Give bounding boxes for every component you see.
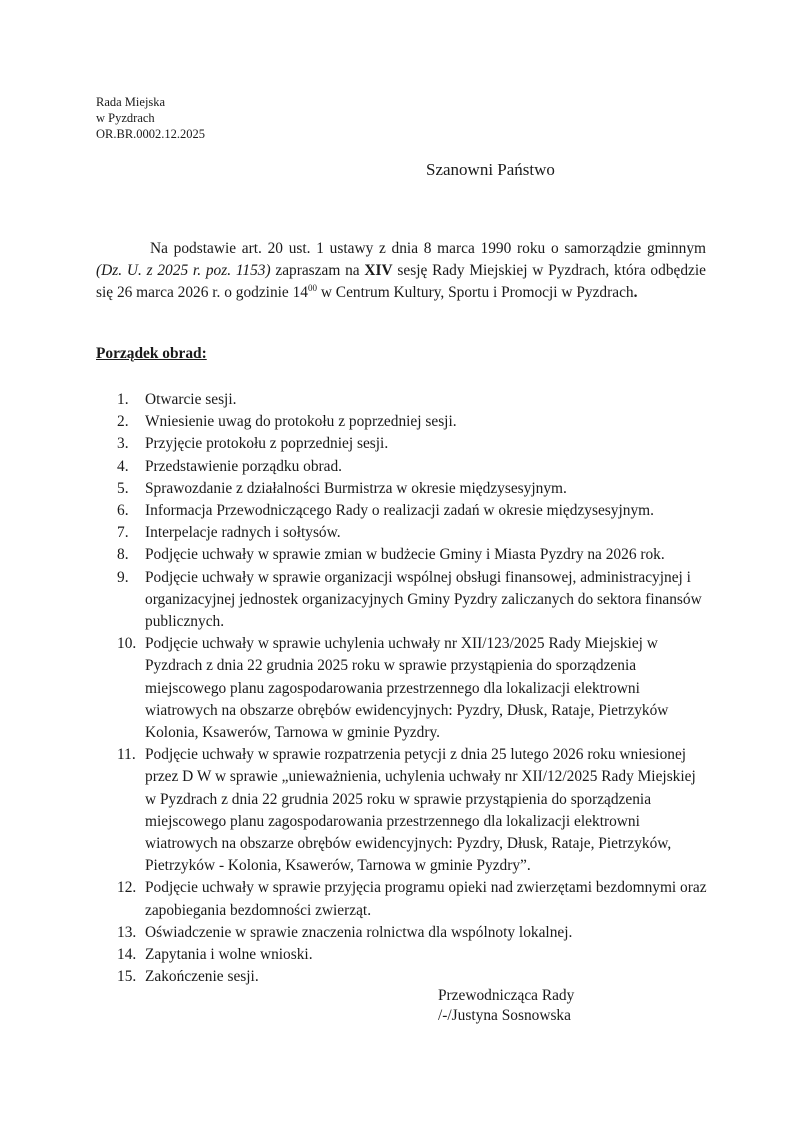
agenda-item — [96, 567, 708, 634]
sender-location: w Pyzdrach — [96, 111, 155, 125]
agenda-item-text: Zakończenie sesji. — [145, 968, 259, 986]
intro-paragraph — [96, 238, 706, 304]
agenda-item-number: 2. — [117, 413, 129, 431]
agenda-item — [96, 522, 708, 544]
agenda-item — [96, 744, 708, 877]
agenda-item-text: Podjęcie uchwały w sprawie zmian w budżecie Gminy i Miasta Pyzdry na 2026 rok. — [145, 546, 665, 564]
agenda-item-number: 7. — [117, 524, 129, 542]
signatory-name: /-/Justyna Sosnowska — [438, 1007, 571, 1024]
signatory-role: Przewodnicząca Rady — [438, 987, 575, 1004]
agenda-item — [96, 966, 708, 988]
agenda-item-text: Oświadczenie w sprawie znaczenia rolnictwa dla wspólnoty lokalnej. — [145, 923, 573, 941]
agenda-item — [96, 389, 708, 411]
intro-text-1: Na podstawie art. 20 ust. 1 ustawy z dnia 8 marca 1990 roku o samorządzie gminnym — [150, 240, 706, 257]
agenda-item — [96, 544, 708, 566]
intro-text-4: w Centrum Kultury, Sportu i Promocji w Pyzdrach — [317, 284, 634, 301]
agenda-item-text: Zapytania i wolne wnioski. — [145, 946, 313, 964]
session-number: XIV — [364, 262, 393, 279]
agenda-item-number: 11. — [117, 746, 136, 764]
agenda-list — [96, 389, 708, 988]
agenda-item — [96, 433, 708, 455]
agenda-item-number: 12. — [117, 879, 137, 897]
agenda-item-text: Przyjęcie protokołu z poprzedniej sesji. — [145, 435, 389, 453]
agenda-item-text: Przedstawienie porządku obrad. — [145, 457, 343, 475]
reference-number: OR.BR.0002.12.2025 — [96, 127, 206, 141]
agenda-item-number: 9. — [117, 568, 129, 586]
agenda-item-text: Wniesienie uwag do protokołu z poprzedniej sesji. — [145, 413, 457, 431]
sender-header — [96, 94, 205, 142]
agenda-item-text: Podjęcie uchwały w sprawie uchylenia uchwały nr XII/123/2025 Rady Miejskiej w Pyzdrach z dnia 22 grudnia 2025 roku w sprawie przystąpienia do sporządzenia miejscowego planu zagospodarowania przestrzennego dla lokalizacji elektrowni wiatrowych na obszarze obrębów ewidencyjnych: Pyzdry, Dłusk, Rataje, Pietrzyków Kolonia, Ksawerów, Tarnowa w gminie Pyzdry. — [145, 635, 669, 742]
salutation: Szanowni Państwo — [426, 160, 555, 179]
agenda-item — [96, 456, 708, 478]
signature-block — [438, 986, 574, 1026]
agenda-item-text: Sprawozdanie z działalności Burmistrza w okresie międzysesyjnym. — [145, 479, 567, 497]
agenda-item-text: Podjęcie uchwały w sprawie przyjęcia programu opieki nad zwierzętami bezdomnymi oraz zapobiegania bezdomności zwierząt. — [145, 879, 707, 919]
agenda-item-number: 4. — [117, 457, 129, 475]
agenda-item-number: 3. — [117, 435, 129, 453]
agenda-item — [96, 633, 708, 744]
agenda-item-number: 5. — [117, 479, 129, 497]
agenda-title: Porządek obrad: — [96, 345, 207, 362]
agenda-item — [96, 500, 708, 522]
time-minutes: 00 — [308, 283, 317, 293]
agenda-item-number: 15. — [117, 968, 137, 986]
intro-end: . — [633, 284, 638, 301]
agenda-item-number: 6. — [117, 502, 129, 520]
legal-citation: (Dz. U. z 2025 r. poz. 1153) — [96, 262, 271, 279]
agenda-item — [96, 478, 708, 500]
agenda-item-text: Podjęcie uchwały w sprawie organizacji wspólnej obsługi finansowej, administracyjnej i organizacyjnej jednostek organizacyjnych Gminy Pyzdry zaliczanych do sektora finansów publicznych. — [145, 568, 702, 631]
agenda-item — [96, 411, 708, 433]
agenda-item-number: 10. — [117, 635, 137, 653]
agenda-item — [96, 922, 708, 944]
agenda-item-number: 1. — [117, 391, 129, 408]
intro-text-2: zapraszam na — [270, 262, 365, 279]
agenda-item-text: Interpelacje radnych i sołtysów. — [145, 524, 341, 542]
agenda-item-number: 14. — [117, 946, 137, 964]
agenda-item-text: Podjęcie uchwały w sprawie rozpatrzenia petycji z dnia 25 lutego 2026 roku wniesionej przez D W w sprawie „unieważnienia, uchylenia uchwały nr XII/12/2025 Rady Miejskiej w Pyzdrach z dnia 22 grudnia 2025 roku w sprawie przystąpienia do sporządzenia miejscowego planu zagospodarowania przestrzennego dla lokalizacji elektrowni wiatrowych na obszarze obrębów ewidencyjnych: Pyzdry, Dłusk, Rataje, Pietrzyków, Pietrzyków - Kolonia, Ksawerów, Tarnowa w gminie Pyzdry”. — [145, 746, 696, 875]
agenda-item — [96, 877, 708, 921]
agenda-item-number: 8. — [117, 546, 129, 564]
sender-name: Rada Miejska — [96, 95, 166, 109]
agenda-item-text: Otwarcie sesji. — [145, 391, 237, 408]
agenda-item — [96, 944, 708, 966]
intro-text-3: sesję Rady Miejskiej w Pyzdrach, która odbędzie się 26 marca 2026 r. o godzinie 14 — [96, 262, 706, 301]
agenda-item-text: Informacja Przewodniczącego Rady o realizacji zadań w okresie międzysesyjnym. — [145, 502, 654, 520]
agenda-item-number: 13. — [117, 923, 137, 941]
